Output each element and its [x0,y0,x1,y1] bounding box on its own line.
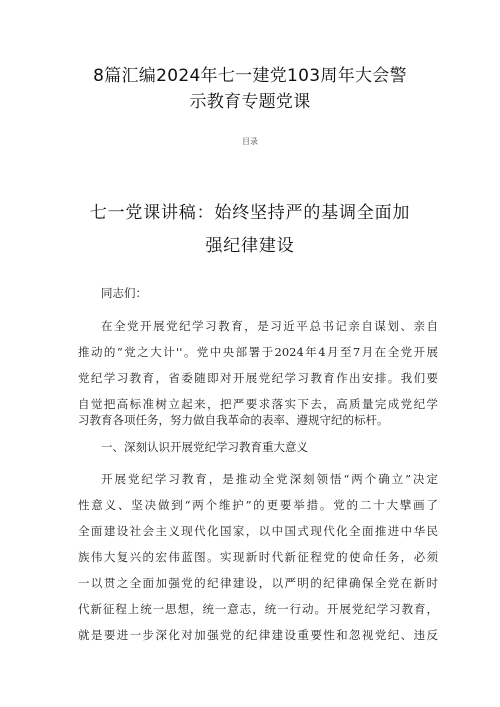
paragraph-line: 族伟大复兴的宏伟蓝图。实现新时代新征程党的使命任务，必须 [78,550,438,564]
section-title-line-1: 七一党课讲稿：始终坚持严的基调全面加 [89,203,411,223]
paragraph-line: 党纪学习教育，省委随即对开展党纪学习教育作出安排。我们要 [78,371,438,385]
paragraph-line: 一以贯之全面加强党的纪律建设，以严明的纪律确保全党在新时 [78,576,438,590]
paragraph-line: 推动的“党之大计''。党中央部署于2024年4月至7月在全党开展 [78,345,438,359]
table-of-contents-label: 目录 [242,137,258,146]
paragraph-line: 性意义、坚决做到“两个维护”的更要举措。党的二十大擘画了 [78,498,438,512]
paragraph-line: 习教育各项任务，努力做自我革命的表率、遵规守纪的标杆。 [78,413,389,427]
section-heading-1: 一、深刻认识开展党纪学习教育重大意义 [101,440,308,454]
paragraph-line: 全面建设社会主义现代化国家，以中国式现代化全面推进中华民 [78,524,438,538]
paragraph-line: 自觉把高标准树立起来，把严要求落实下去，高质量完成党纪学 [78,397,438,411]
paragraph-line: 在全党开展党纪学习教育，是习近平总书记亲自谋划、亲自 [101,319,438,333]
document-title-line-2: 示教育专题党课 [189,92,311,112]
paragraph-line: 开展党纪学习教育，是推动全党深刻领悟“两个确立”决定 [101,472,438,486]
paragraph-line: 代新征程上统一思想，统一意志，统一行动。开展党纪学习教育， [78,602,438,616]
section-title-line-2: 强纪律建设 [205,236,295,256]
document-title-line-1: 8篇汇编2024年七一建党103周年大会警 [93,66,407,86]
greeting: 同志们： [101,286,147,300]
paragraph-line: 就是要进一步深化对加强党的纪律建设重要性和忽视党纪、违反 [78,628,438,642]
